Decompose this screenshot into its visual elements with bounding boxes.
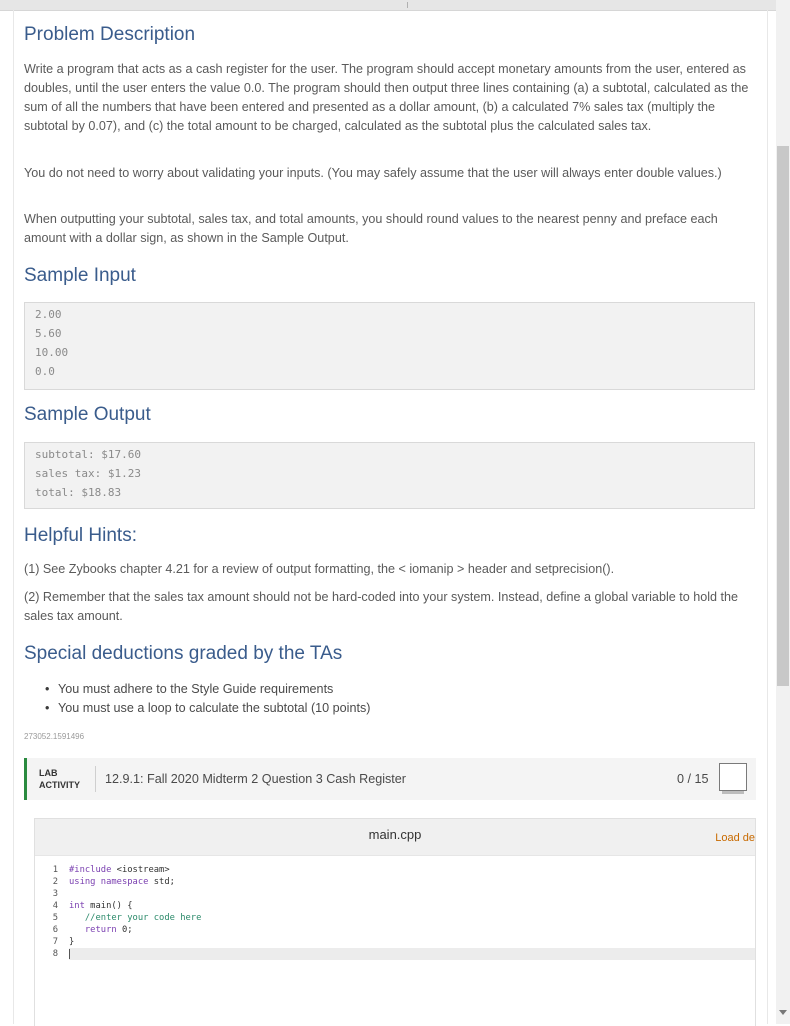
line-number: 7 <box>52 937 58 947</box>
scroll-down-arrow-icon[interactable] <box>779 1010 787 1015</box>
code-token: #include <box>69 865 112 875</box>
sample-input-line: 0.0 <box>35 365 55 378</box>
top-bar-tick <box>407 2 408 8</box>
code-token: <iostream> <box>111 865 170 875</box>
code-token: using namespace <box>69 877 149 887</box>
lab-divider <box>95 766 96 792</box>
code-token: main() { <box>84 901 133 911</box>
hints-heading: Helpful Hints: <box>24 525 137 546</box>
code-token: std; <box>148 877 175 887</box>
code-line[interactable] <box>69 900 755 912</box>
code-line-active[interactable] <box>69 948 755 960</box>
code-line[interactable] <box>69 864 755 876</box>
code-token: 0; <box>116 925 133 935</box>
line-number: 1 <box>52 865 58 875</box>
page-scrollbar[interactable] <box>776 0 790 1024</box>
hint-item-1: (1) See Zybooks chapter 4.21 for a review of output formatting, the < iomanip > header and setprecision(). <box>24 562 615 576</box>
page <box>0 10 776 1024</box>
code-editor-panel <box>34 818 756 1026</box>
sample-input-line: 5.60 <box>35 327 62 340</box>
problem-paragraph-2: You do not need to worry about validating your inputs. (You may safely assume that the user will always enter double values.) <box>24 166 722 180</box>
code-editor[interactable] <box>35 855 755 1026</box>
line-number: 4 <box>52 901 58 911</box>
sample-input-heading: Sample Input <box>24 265 136 286</box>
code-comment: //enter your code here <box>69 913 202 923</box>
lab-title: 12.9.1: Fall 2020 Midterm 2 Question 3 Cash Register <box>105 772 407 786</box>
problem-paragraph-1: Write a program that acts as a cash register for the user. The program should accept monetary amounts from the user, entered as doubles, until the user enters the value 0.0. The program should then output three lines containing (a) a subtotal, calculated as the sum of all the numbers that have been entered and presented as a dollar amount, (b) a calculated 7% sales tax (multiply the subtotal by 0.07), and (c) the total amount to be charged, calculated as the subtotal plus the calculated sales tax. <box>24 62 749 133</box>
code-line[interactable] <box>69 912 755 924</box>
lab-label-line-2: ACTIVITY <box>39 780 81 790</box>
load-default-link[interactable]: Load de <box>715 832 755 844</box>
code-line[interactable]: } <box>69 937 75 947</box>
sample-output-line: total: $18.83 <box>35 486 122 499</box>
deduction-item: • You must adhere to the Style Guide requirements <box>58 680 370 699</box>
sample-output-line: subtotal: $17.60 <box>35 448 141 461</box>
sample-input-line: 10.00 <box>35 346 69 359</box>
content-panel <box>13 10 768 1024</box>
sample-output-heading: Sample Output <box>24 404 151 425</box>
deductions-heading: Special deductions graded by the TAs <box>24 643 343 664</box>
sample-output-line: sales tax: $1.23 <box>35 467 141 480</box>
line-number: 6 <box>52 925 58 935</box>
sample-input-box <box>24 302 755 390</box>
line-number: 8 <box>52 949 58 959</box>
scrollbar-thumb[interactable] <box>777 146 789 686</box>
sample-input-line: 2.00 <box>35 308 62 321</box>
code-line[interactable] <box>69 876 755 888</box>
lab-score: 0 / 15 <box>677 772 709 786</box>
score-box-icon <box>719 763 747 791</box>
file-name: main.cpp <box>368 827 422 842</box>
lab-activity-label <box>39 767 80 791</box>
code-line[interactable] <box>69 888 755 900</box>
activity-id: 273052.1591496 <box>24 732 85 741</box>
deductions-list <box>24 680 370 718</box>
code-lines[interactable] <box>69 864 755 960</box>
hint-item-2: (2) Remember that the sales tax amount should not be hard-coded into your system. Instead, define a global variable to hold the sales tax amount. <box>24 590 739 623</box>
line-number-gutter <box>35 864 63 960</box>
code-token: return <box>69 925 117 935</box>
problem-paragraph-3: When outputting your subtotal, sales tax, and total amounts, you should round values to the nearest penny and preface each amount with a dollar sign, as shown in the Sample Output. <box>24 212 718 245</box>
deduction-item: • You must use a loop to calculate the subtotal (10 points) <box>58 699 370 718</box>
sample-output-box <box>24 442 755 509</box>
lab-label-line-1: LAB <box>39 768 58 778</box>
line-number: 5 <box>52 913 58 923</box>
line-number: 2 <box>52 877 58 887</box>
code-token: int <box>69 901 85 911</box>
line-number: 3 <box>52 889 58 899</box>
problem-heading: Problem Description <box>24 24 196 45</box>
text-cursor <box>69 949 70 959</box>
lab-activity-header <box>24 758 756 800</box>
code-line[interactable] <box>69 924 755 936</box>
